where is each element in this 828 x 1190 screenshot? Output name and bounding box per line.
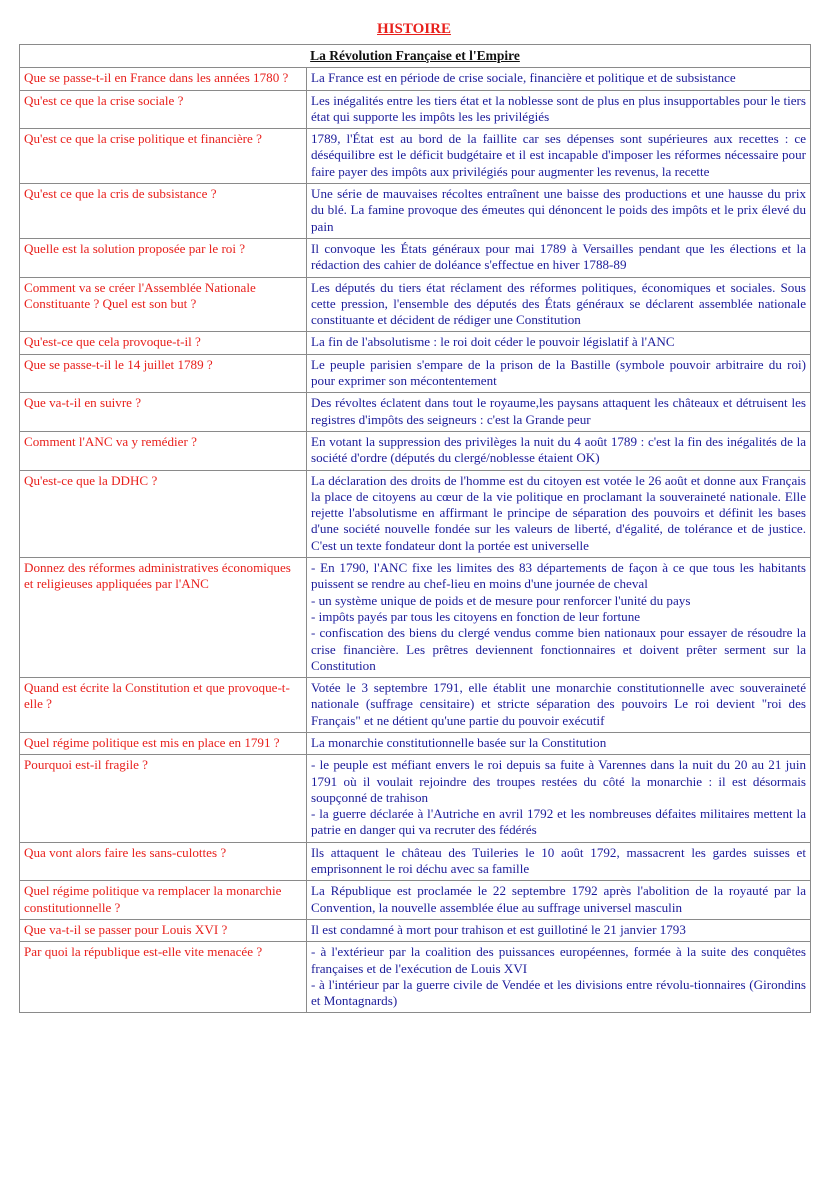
question-cell: Qu'est ce que la crise sociale ?	[20, 90, 307, 129]
answer-line: Une série de mauvaises récoltes entraînent une baisse des productions et une hausse du prix du blé. La famine provoque des émeutes qui dénoncent le poids des impôts et le prix élevé du pain	[311, 186, 807, 234]
table-row	[20, 842, 811, 881]
question-cell: Qu'est ce que la cris de subsistance ?	[20, 184, 307, 239]
answer-line: En votant la suppression des privilèges la nuit du 4 août 1789 : c'est la fin des inégalités de la société d'ordre (députés du clergé/noblesse étaient OK)	[311, 433, 807, 466]
table-row	[20, 919, 811, 941]
table-row	[20, 942, 811, 1013]
answer-cell	[307, 881, 811, 920]
answer-line: Des révoltes éclatent dans tout le royaume,les paysans attaquent les châteaux et détruisent les registres d'impôts des seigneurs : c'est la Grande peur	[311, 395, 807, 427]
table-row	[20, 881, 811, 920]
table-row	[20, 332, 811, 354]
question-cell: Que se passe-t-il le 14 juillet 1789 ?	[20, 354, 307, 393]
answer-cell	[307, 332, 811, 354]
answer-line: La France est en période de crise sociale, financière et politique et de subsistance	[311, 70, 736, 86]
answer-line: - à l'intérieur par la guerre civile de Vendée et les divisions entre révolu-tionnaires (Girondins et Montagnards)	[311, 976, 807, 1009]
question-cell: Qu'est-ce que la DDHC ?	[20, 470, 307, 557]
answer-cell	[307, 755, 811, 842]
answer-cell	[307, 129, 811, 184]
table-heading-row	[20, 45, 811, 68]
question-cell: Pourquoi est-il fragile ?	[20, 755, 307, 842]
table-row	[20, 354, 811, 393]
answer-cell	[307, 184, 811, 239]
question-cell: Qu'est-ce que cela provoque-t-il ?	[20, 332, 307, 354]
answer-line: - impôts payés par tous les citoyens en fonction de leur fortune	[311, 608, 641, 624]
answer-cell	[307, 354, 811, 393]
answer-line: - un système unique de poids et de mesure pour renforcer l'unité du pays	[311, 592, 691, 608]
answer-cell	[307, 558, 811, 678]
question-cell: Qua vont alors faire les sans-culottes ?	[20, 842, 307, 881]
answer-cell	[307, 431, 811, 470]
table-row	[20, 90, 811, 129]
answer-line: 1789, l'État est au bord de la faillite car ses dépenses sont supérieures aux recettes : ce déséquilibre est le déficit budgétaire et il est incapable d'imposer les réformes nécessaire pour faire payer des impôts aux privilégiés pour augmenter les revenus, la recette	[311, 131, 807, 179]
answer-line: - à l'extérieur par la coalition des puissances européennes, formée à la suite des conquêtes françaises et de l'exécution de Louis XVI	[311, 944, 807, 976]
question-cell: Comment l'ANC va y remédier ?	[20, 431, 307, 470]
table-row	[20, 184, 811, 239]
table-heading: La Révolution Française et l'Empire	[20, 45, 811, 68]
answer-line: La fin de l'absolutisme : le roi doit céder le pouvoir législatif à l'ANC	[311, 334, 675, 350]
answer-cell	[307, 842, 811, 881]
question-cell: Quel régime politique est mis en place en 1791 ?	[20, 732, 307, 754]
answer-line: - En 1790, l'ANC fixe les limites des 83 départements de façon à ce que tous les habitants puissent se rendre au chef-lieu en moins d'une journée de cheval	[311, 560, 807, 592]
answer-line: Le peuple parisien s'empare de la prison de la Bastille (symbole pouvoir arbitraire du roi) pour exprimer son mécontentement	[311, 356, 807, 389]
table-row	[20, 431, 811, 470]
answer-line: La monarchie constitutionnelle basée sur la Constitution	[311, 734, 607, 750]
question-cell: Que se passe-t-il en France dans les années 1780 ?	[20, 68, 307, 90]
answer-line: - le peuple est méfiant envers le roi depuis sa fuite à Varennes dans la nuit du 20 au 21 juin 1791 où il voulait rejoindre des troupes restées du côté la monarchie : il est désormais soupçonné de trahison	[311, 757, 807, 805]
answer-cell	[307, 393, 811, 432]
question-cell: Par quoi la république est-elle vite menacée ?	[20, 942, 307, 1013]
question-cell: Quelle est la solution proposée par le roi ?	[20, 238, 307, 277]
answer-cell	[307, 238, 811, 277]
answer-cell	[307, 90, 811, 129]
qa-table	[19, 44, 811, 1013]
question-cell: Qu'est ce que la crise politique et financière ?	[20, 129, 307, 184]
answer-line: - confiscation des biens du clergé vendus comme bien nationaux pour essayer de résoudre la crise financière. Les prêtres deviennent fonctionnaires et doivent prêter serment sur la Constitution	[311, 625, 807, 673]
answer-line: Ils attaquent le château des Tuileries le 10 août 1792, massacrent les gardes suisses et emprisonnent le roi déchu avec sa famille	[311, 844, 807, 877]
question-cell: Que va-t-il se passer pour Louis XVI ?	[20, 919, 307, 941]
question-cell: Que va-t-il en suivre ?	[20, 393, 307, 432]
answer-line: Il convoque les États généraux pour mai 1789 à Versailles pendant que les élections et la rédaction des cahier de doléance s'effectue en hiver 1788-89	[311, 240, 807, 273]
question-cell: Donnez des réformes administratives économiques et religieuses appliquées par l'ANC	[20, 558, 307, 678]
answer-cell	[307, 919, 811, 941]
answer-cell	[307, 942, 811, 1013]
answer-cell	[307, 277, 811, 332]
table-row	[20, 68, 811, 90]
answer-line: - la guerre déclarée à l'Autriche en avril 1792 et les nombreuses défaites militaires mettent la patrie en danger qui va recruter des fédérés	[311, 806, 807, 838]
answer-cell	[307, 68, 811, 90]
answer-line: Les députés du tiers état réclament des réformes politiques, économiques et sociales. Sous cette pression, l'ensemble des députés des États généraux se déclarent assemblée nationale constituante et décident de rédiger une Constitution	[311, 279, 807, 328]
answer-line: Il est condamné à mort pour trahison et est guillotiné le 21 janvier 1793	[311, 921, 686, 937]
page-title: HISTOIRE	[377, 21, 451, 37]
table-row	[20, 277, 811, 332]
answer-line: La République est proclamée le 22 septembre 1792 après l'abolition de la royauté par la Convention, la nouvelle assemblée élue au suffrage universel masculin	[311, 883, 807, 915]
table-row	[20, 470, 811, 557]
answer-cell	[307, 470, 811, 557]
answer-line: Votée le 3 septembre 1791, elle établit une monarchie constitutionnelle avec souveraineté nationale (suffrage censitaire) et stricte séparation des pouvoirs Le roi devient "roi des Français" et ne détient qu'une partie du pouvoir exécutif	[311, 680, 807, 728]
table-row	[20, 732, 811, 754]
table-row	[20, 238, 811, 277]
table-row	[20, 558, 811, 678]
table-row	[20, 393, 811, 432]
answer-line: Les inégalités entre les tiers état et la noblesse sont de plus en plus insupportables pour le tiers état qui supporte les impôts les les privilégiés	[311, 92, 807, 124]
table-row	[20, 129, 811, 184]
table-row	[20, 755, 811, 842]
answer-line: La déclaration des droits de l'homme est du citoyen est votée le 26 août et donne aux Français la place de citoyens au cœur de la vie politique en proclamant la souveraineté nationale. Elle rejette l'absolutisme en affirmant le principe de séparation des pouvoirs et définit les bases d'une société nouvelle fondée sur les valeurs de liberté, d'égalité, de tolérance et de justice. C'est un texte fondateur dont la portée est universelle	[311, 472, 807, 553]
qa-table-body	[20, 68, 811, 1013]
question-cell: Quel régime politique va remplacer la monarchie constitutionnelle ?	[20, 881, 307, 920]
question-cell: Quand est écrite la Constitution et que provoque-t-elle ?	[20, 678, 307, 733]
table-row	[20, 678, 811, 733]
answer-cell	[307, 678, 811, 733]
question-cell: Comment va se créer l'Assemblée Nationale Constituante ? Quel est son but ?	[20, 277, 307, 332]
answer-cell	[307, 732, 811, 754]
